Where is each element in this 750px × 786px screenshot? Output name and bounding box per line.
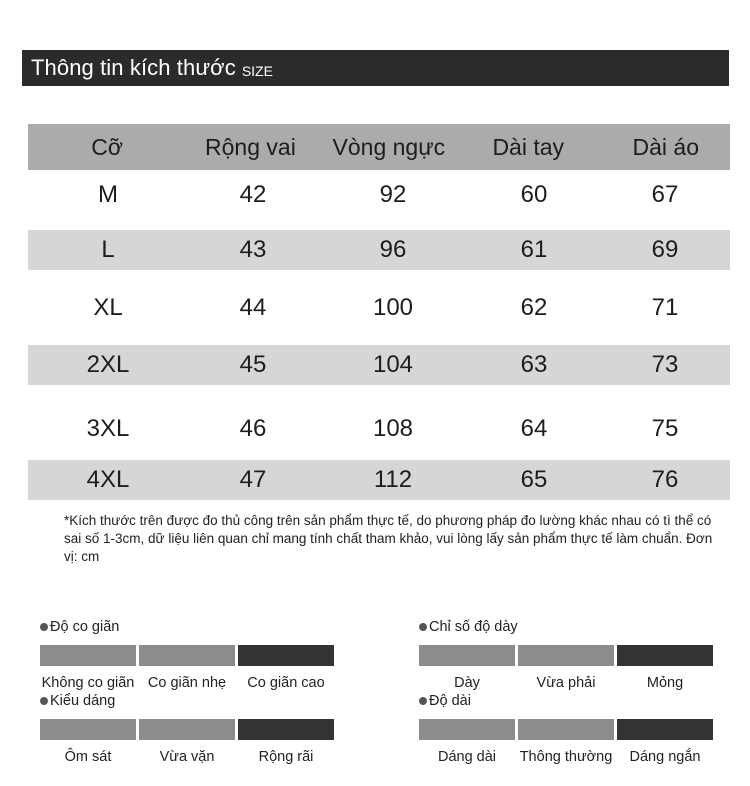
attribute-title: Chỉ số độ dày [419,618,713,636]
table-cell: 61 [520,236,548,263]
page-title: Thông tin kích thước [31,55,236,80]
table-cell: 2XL [86,351,130,378]
table-cell: 47 [239,466,267,493]
scale-bar [40,719,136,740]
table-row [28,460,730,500]
scale-label: Rộng rãi [258,749,314,765]
scale-bars [419,645,713,666]
column-header: Cỡ [91,133,123,160]
scale-label: Co giãn nhẹ [147,675,227,691]
scale-labels [40,749,334,765]
table-cell: 44 [239,294,267,321]
size-table [28,124,730,500]
table-cell: 69 [651,236,679,263]
table-cell: 108 [372,415,414,442]
scale-bar [419,645,515,666]
table-row [28,409,730,449]
column-header: Rộng vai [205,133,296,160]
table-cell: 46 [239,415,267,442]
table-cell: XL [93,294,123,321]
table-cell: 67 [651,181,679,208]
scale-bar-selected [238,645,334,666]
table-cell: 75 [651,415,679,442]
scale-label: Ôm sát [64,749,112,765]
table-cell: 73 [651,351,679,378]
bullet-icon [40,623,48,631]
scale-bars [40,645,334,666]
table-cell: 112 [373,466,413,493]
scale-bars [40,719,334,740]
scale-bar [518,719,614,740]
scale-label: Vừa phải [536,675,596,691]
scale-bar [139,645,235,666]
table-cell: M [98,181,118,208]
scale-label: Vừa vặn [159,749,215,765]
scale-label: Dáng ngắn [629,749,701,765]
table-cell: 43 [239,236,267,263]
scale-labels [40,675,334,691]
scale-bar [139,719,235,740]
table-row [28,288,730,328]
scale-bar [518,645,614,666]
bullet-icon [419,697,427,705]
table-cell: 60 [520,181,548,208]
scale-labels [419,675,713,691]
table-cell: 76 [651,466,679,493]
scale-label: Không co giãn [41,675,135,691]
scale-label: Co giãn cao [247,675,325,691]
column-header: Dài áo [632,133,699,160]
table-cell: 4XL [86,466,130,493]
table-cell: 63 [520,351,548,378]
scale-bar-selected [617,719,713,740]
scale-label: Dày [454,675,480,691]
attribute-thickness [419,618,713,691]
table-cell: 104 [372,351,414,378]
scale-label: Thông thường [519,749,613,765]
measurement-note: *Kích thước trên được đo thủ công trên sản phẩm thực tế, do phương pháp đo lường khác nhau có tì thể có sai số 1-3cm, dữ liệu liên quan chỉ mang tính chất tham khảo, vui lòng lấy sản phẩm thực tế làm chuẩn. Đơn vị: cm [64,513,713,564]
table-cell: 65 [520,466,548,493]
bullet-icon [40,697,48,705]
table-cell: 96 [379,236,407,263]
table-row [28,170,730,220]
attribute-title: Độ co giãn [40,618,334,636]
table-cell: 3XL [86,415,130,442]
scale-labels [419,749,713,765]
scale-bar [40,645,136,666]
table-cell: 64 [520,415,548,442]
table-row [28,345,730,385]
table-cell: 92 [379,181,407,208]
scale-bar-selected [238,719,334,740]
table-cell: 62 [520,294,548,321]
scale-bar [419,719,515,740]
table-cell: 71 [651,294,679,321]
header-bar [22,50,729,86]
table-cell: 100 [372,294,414,321]
scale-bar-selected [617,645,713,666]
column-header: Dài tay [492,133,565,160]
attribute-fit [40,692,334,765]
table-cell: L [101,236,115,263]
bullet-icon [419,623,427,631]
table-header-row [28,124,730,170]
scale-bars [419,719,713,740]
attribute-elasticity [40,618,334,691]
attribute-length [419,692,713,765]
table-cell: 45 [239,351,267,378]
column-header: Vòng ngực [332,133,446,160]
attribute-title: Độ dài [419,692,713,710]
scale-label: Dáng dài [437,749,497,765]
table-cell: 42 [239,181,267,208]
attribute-title: Kiểu dáng [40,692,334,710]
table-row [28,230,730,270]
page-subtitle: SIZE [241,62,273,79]
scale-label: Mỏng [646,675,684,691]
